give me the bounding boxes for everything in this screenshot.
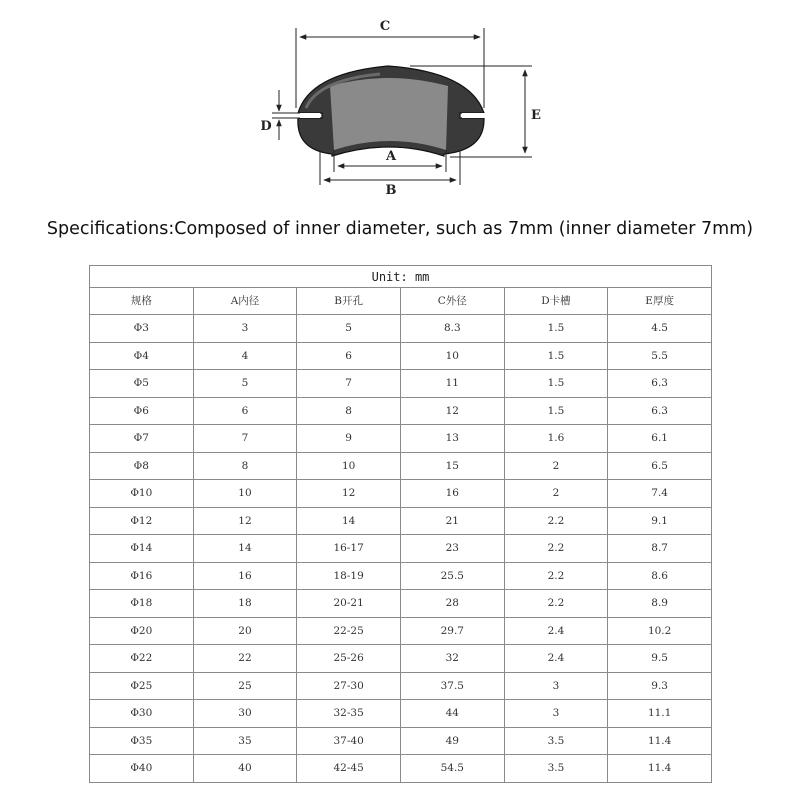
table-cell: 16 [400,480,504,508]
table-row [90,342,712,370]
table-cell: 10 [193,480,297,508]
table-cell: 9 [297,425,401,453]
label-c: C [379,19,391,34]
table-cell: 2.4 [504,645,608,673]
column-header: E厚度 [608,288,712,315]
table-header-row [90,288,712,315]
table-cell: Φ18 [90,590,194,618]
table-cell: 11.4 [608,755,712,783]
table-cell: 5.5 [608,342,712,370]
table-cell: Φ3 [90,315,194,343]
table-cell: Φ25 [90,672,194,700]
table-cell: Φ40 [90,755,194,783]
table-cell: Φ30 [90,700,194,728]
table-cell: 20 [193,617,297,645]
table-cell: 42-45 [297,755,401,783]
column-header: B开孔 [297,288,401,315]
table-cell: 3.5 [504,727,608,755]
table-cell: 37-40 [297,727,401,755]
table-row [90,397,712,425]
table-cell: 6.3 [608,397,712,425]
table-cell: 37.5 [400,672,504,700]
table-cell: 29.7 [400,617,504,645]
table-cell: 15 [400,452,504,480]
table-cell: 6 [297,342,401,370]
table-cell: 9.3 [608,672,712,700]
table-cell: 7 [193,425,297,453]
table-row [90,480,712,508]
table-cell: 40 [193,755,297,783]
table-cell: 3 [504,700,608,728]
table-cell: 12 [297,480,401,508]
table-cell: 6 [193,397,297,425]
table-cell: Φ10 [90,480,194,508]
label-a: A [385,149,397,164]
table-cell: 12 [193,507,297,535]
table-cell: 2 [504,480,608,508]
table-cell: 25 [193,672,297,700]
table-cell: 1.5 [504,315,608,343]
spec-table [89,265,712,783]
column-header: C外径 [400,288,504,315]
table-cell: 6.5 [608,452,712,480]
table-cell: 3 [504,672,608,700]
table-cell: 32-35 [297,700,401,728]
table-cell: 10.2 [608,617,712,645]
table-cell: 20-21 [297,590,401,618]
table-cell: 6.3 [608,370,712,398]
table-cell: 14 [297,507,401,535]
column-header: 规格 [90,288,194,315]
table-cell: 10 [297,452,401,480]
table-cell: 5 [297,315,401,343]
table-cell: Φ12 [90,507,194,535]
table-cell: Φ16 [90,562,194,590]
table-cell: 8.9 [608,590,712,618]
unit-label: Unit: mm [90,266,712,288]
table-cell: 2.2 [504,562,608,590]
table-row [90,672,712,700]
table-cell: 16 [193,562,297,590]
table-cell: 32 [400,645,504,673]
table-cell: 11 [400,370,504,398]
table-cell: 2.2 [504,535,608,563]
table-cell: 22 [193,645,297,673]
table-cell: Φ7 [90,425,194,453]
table-cell: 2 [504,452,608,480]
table-row [90,425,712,453]
table-row [90,535,712,563]
table-cell: 8.7 [608,535,712,563]
table-cell: 2.2 [504,590,608,618]
table-cell: Φ20 [90,617,194,645]
label-e: E [531,108,541,123]
table-cell: 22-25 [297,617,401,645]
table-cell: 16-17 [297,535,401,563]
label-d: D [260,119,272,134]
table-cell: 11.1 [608,700,712,728]
grommet-cross-section [296,66,486,156]
table-cell: 7.4 [608,480,712,508]
table-cell: 21 [400,507,504,535]
table-cell: 35 [193,727,297,755]
table-cell: 54.5 [400,755,504,783]
table-cell: 7 [297,370,401,398]
table-cell: 14 [193,535,297,563]
specifications-caption: Specifications:Composed of inner diameter, such as 7mm (inner diameter 7mm) [46,219,754,239]
table-cell: Φ35 [90,727,194,755]
table-row [90,370,712,398]
table-cell: 8 [297,397,401,425]
table-row [90,727,712,755]
table-row [90,562,712,590]
table-cell: 4.5 [608,315,712,343]
table-cell: 28 [400,590,504,618]
table-cell: 4 [193,342,297,370]
table-cell: 23 [400,535,504,563]
table-cell: 49 [400,727,504,755]
table-cell: Φ4 [90,342,194,370]
column-header: D卡槽 [504,288,608,315]
table-cell: 10 [400,342,504,370]
table-cell: 9.5 [608,645,712,673]
table-cell: 3 [193,315,297,343]
table-cell: 3.5 [504,755,608,783]
table-cell: Φ14 [90,535,194,563]
table-cell: 25.5 [400,562,504,590]
table-cell: 25-26 [297,645,401,673]
grommet-dimension-diagram [0,0,800,215]
table-row [90,700,712,728]
table-cell: 13 [400,425,504,453]
table-cell: Φ5 [90,370,194,398]
table-row [90,315,712,343]
table-cell: 18 [193,590,297,618]
table-row [90,755,712,783]
table-cell: 9.1 [608,507,712,535]
table-cell: 44 [400,700,504,728]
table-cell: 5 [193,370,297,398]
label-b: B [385,183,397,198]
table-cell: 11.4 [608,727,712,755]
table-cell: 8.6 [608,562,712,590]
table-body [90,315,712,783]
column-header: A内径 [193,288,297,315]
table-cell: 18-19 [297,562,401,590]
table-cell: 6.1 [608,425,712,453]
table-cell: 1.5 [504,342,608,370]
table-cell: Φ8 [90,452,194,480]
table-row [90,645,712,673]
table-row [90,507,712,535]
table-cell: 27-30 [297,672,401,700]
table-cell: 1.5 [504,370,608,398]
table-row [90,590,712,618]
table-row [90,452,712,480]
table-cell: 2.4 [504,617,608,645]
table-cell: 1.5 [504,397,608,425]
table-cell: 12 [400,397,504,425]
table-cell: 1.6 [504,425,608,453]
table-cell: 30 [193,700,297,728]
table-cell: Φ6 [90,397,194,425]
table-row [90,617,712,645]
table-cell: 2.2 [504,507,608,535]
table-cell: Φ22 [90,645,194,673]
table-cell: 8 [193,452,297,480]
table-cell: 8.3 [400,315,504,343]
